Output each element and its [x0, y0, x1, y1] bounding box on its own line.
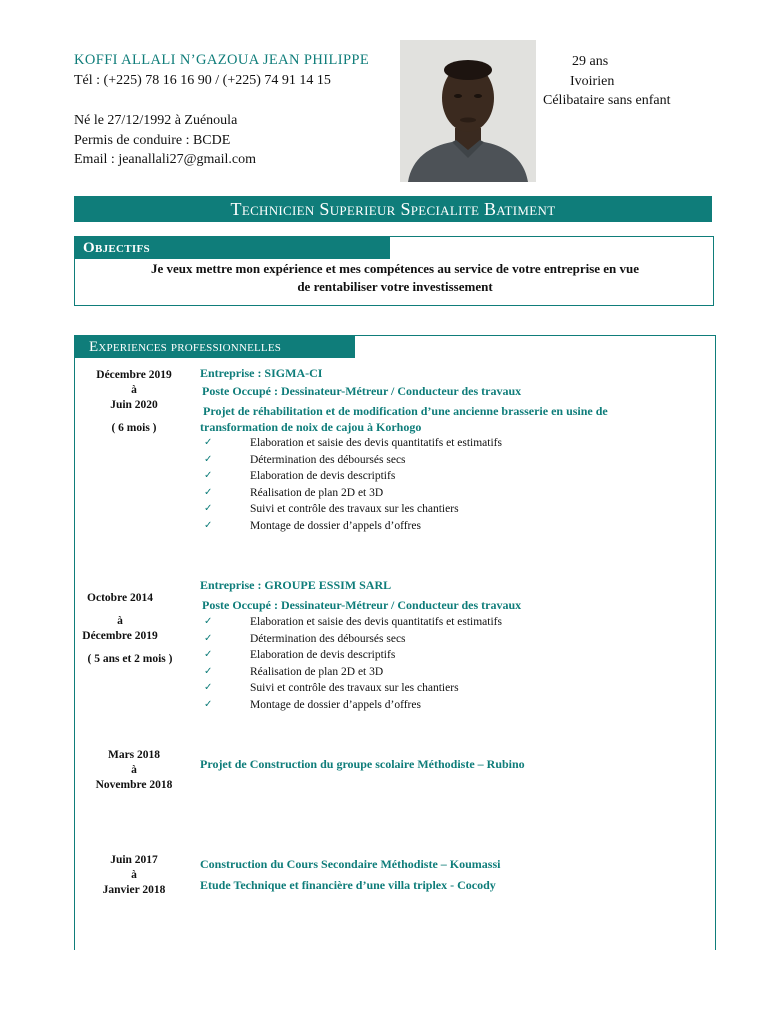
date-separator: à [131, 869, 137, 881]
experience-1-dates [74, 366, 194, 438]
check-icon: ✓ [204, 632, 213, 644]
date-start: Juin 2017 [110, 854, 158, 866]
experience-1-company: Entreprise : SIGMA-CI [200, 366, 323, 380]
experience-2-dates [60, 589, 180, 669]
project-line-2: transformation de noix de cajou à Korhogo [200, 420, 422, 434]
age: 29 ans [572, 54, 609, 69]
project-line-1: Projet de réhabilitation et de modification d’une ancienne brasserie en usine de [203, 404, 608, 418]
duration: ( 6 mois ) [111, 422, 157, 434]
date-end: Janvier 2018 [102, 884, 166, 896]
experience-1-project [200, 403, 680, 435]
experience-1-position: Poste Occupé : Dessinateur-Métreur / Conducteur des travaux [202, 384, 522, 398]
experience-2-position: Poste Occupé : Dessinateur-Métreur / Conducteur des travaux [202, 598, 522, 612]
list-item: ✓ Montage de dossier d’appels d’offres [200, 518, 502, 535]
list-item: ✓ Suivi et contrôle des travaux sur les chantiers [200, 501, 502, 518]
objectives-text [90, 260, 700, 296]
birth-info: Né le 27/12/1992 à Zuénoula [74, 113, 238, 128]
profile-photo [400, 40, 536, 182]
list-item: ✓ Montage de dossier d’appels d’offres [200, 697, 502, 714]
list-item: ✓ Suivi et contrôle des travaux sur les chantiers [200, 680, 502, 697]
experience-4-dates [74, 851, 194, 900]
duration: ( 5 ans et 2 mois ) [87, 653, 173, 665]
list-item: ✓ Détermination des déboursés secs [200, 631, 502, 648]
date-separator: à [117, 615, 123, 627]
check-icon: ✓ [204, 437, 213, 448]
check-icon: ✓ [204, 682, 213, 693]
email: Email : jeanallali27@gmail.com [74, 152, 257, 167]
person-photo-icon [400, 40, 536, 182]
date-start: Mars 2018 [107, 749, 161, 761]
objectives-heading: Objectifs [75, 237, 390, 259]
list-item: ✓ Elaboration de devis descriptifs [200, 647, 502, 664]
experience-4-project-2: Etude Technique et financière d’une villa triplex - Cocody [200, 878, 496, 892]
check-icon: ✓ [204, 470, 213, 481]
experience-1-tasks [200, 435, 502, 534]
date-start: Octobre 2014 [87, 592, 153, 604]
objectives-line-1: Je veux mettre mon expérience et mes compétences au service de votre entreprise en vue [150, 261, 640, 276]
objectives-line-2: de rentabiliser votre investissement [297, 279, 493, 294]
check-icon: ✓ [204, 453, 213, 465]
date-separator: à [131, 384, 137, 396]
job-title-banner: Technicien Superieur Specialite Batiment [74, 196, 712, 222]
check-icon: ✓ [204, 698, 213, 710]
list-item: ✓ Détermination des déboursés secs [200, 452, 502, 469]
phone-number: Tél : (+225) 78 16 16 90 / (+225) 74 91 14 15 [74, 73, 331, 88]
check-icon: ✓ [204, 486, 213, 498]
nationality: Ivoirien [570, 74, 615, 89]
experience-4-project-1: Construction du Cours Secondaire Méthodiste – Koumassi [200, 857, 501, 871]
date-end: Juin 2020 [110, 399, 158, 411]
date-separator: à [131, 764, 137, 776]
candidate-name: KOFFI ALLALI N’GAZOUA JEAN PHILIPPE [74, 52, 370, 68]
date-start: Décembre 2019 [96, 369, 172, 381]
experience-2-company: Entreprise : GROUPE ESSIM SARL [200, 578, 392, 592]
check-icon: ✓ [204, 649, 213, 660]
experiences-heading: Experiences professionnelles [75, 336, 355, 358]
driving-license: Permis de conduire : BCDE [74, 133, 231, 148]
experience-3-project: Projet de Construction du groupe scolaire Méthodiste – Rubino [200, 757, 525, 771]
date-end: Décembre 2019 [82, 630, 158, 642]
list-item: ✓ Elaboration et saisie des devis quantitatifs et estimatifs [200, 435, 502, 452]
check-icon: ✓ [204, 616, 213, 627]
list-item: ✓ Elaboration et saisie des devis quantitatifs et estimatifs [200, 614, 502, 631]
experience-3-dates [74, 746, 194, 795]
marital-status: Célibataire sans enfant [543, 93, 671, 108]
list-item: ✓ Réalisation de plan 2D et 3D [200, 485, 502, 502]
date-end: Novembre 2018 [95, 779, 173, 791]
list-item: ✓ Réalisation de plan 2D et 3D [200, 664, 502, 681]
check-icon: ✓ [204, 519, 213, 531]
experience-2-tasks [200, 614, 502, 713]
check-icon: ✓ [204, 503, 213, 514]
list-item: ✓ Elaboration de devis descriptifs [200, 468, 502, 485]
check-icon: ✓ [204, 665, 213, 677]
